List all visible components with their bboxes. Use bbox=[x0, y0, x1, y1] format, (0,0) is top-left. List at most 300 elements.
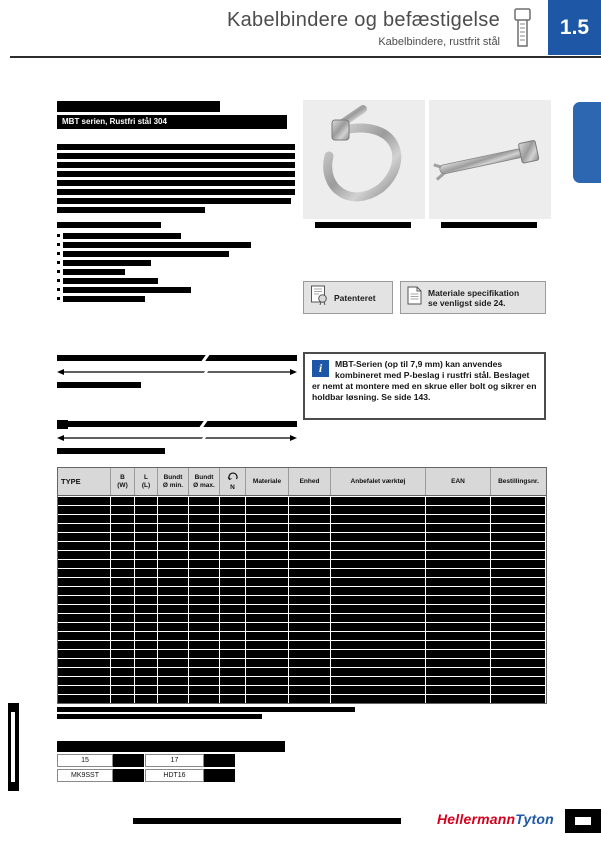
page-number-box bbox=[565, 809, 601, 833]
redacted-cell bbox=[135, 604, 158, 613]
redacted-cell bbox=[246, 559, 289, 568]
redacted-cell bbox=[331, 604, 426, 613]
redacted-cell bbox=[220, 595, 246, 604]
redacted-cell bbox=[189, 613, 220, 622]
redacted-cell bbox=[111, 622, 135, 631]
redacted-cell bbox=[246, 694, 289, 703]
redacted-cell bbox=[220, 568, 246, 577]
redacted-page-number bbox=[575, 817, 591, 825]
redacted-photo-caption bbox=[315, 222, 411, 228]
redacted-cell bbox=[220, 631, 246, 640]
bullet-marker bbox=[57, 297, 60, 300]
redacted-cell bbox=[58, 613, 111, 622]
tool-name-cell: MK9SST bbox=[57, 769, 113, 782]
redacted-cell bbox=[491, 694, 546, 703]
redacted-cell bbox=[158, 496, 189, 505]
redacted-cell bbox=[246, 532, 289, 541]
redacted-cell bbox=[289, 640, 331, 649]
redacted-cell bbox=[289, 613, 331, 622]
redacted-cell bbox=[158, 658, 189, 667]
redacted-cell bbox=[491, 649, 546, 658]
redacted-cell bbox=[220, 685, 246, 694]
redacted-cell bbox=[135, 658, 158, 667]
product-table bbox=[57, 467, 547, 704]
col-bundle-max-line1: Bundt bbox=[194, 473, 214, 481]
section-number-badge bbox=[548, 0, 601, 55]
redacted-cell bbox=[58, 685, 111, 694]
col-width-line1: B bbox=[120, 473, 125, 481]
redacted-cell bbox=[189, 631, 220, 640]
redacted-bullet-text bbox=[63, 287, 191, 293]
redacted-cell bbox=[289, 604, 331, 613]
redacted-cell bbox=[189, 658, 220, 667]
col-length-line2: (L) bbox=[141, 481, 151, 489]
bullet-marker bbox=[57, 243, 60, 246]
redacted-cell bbox=[135, 550, 158, 559]
redacted-cell bbox=[58, 667, 111, 676]
redacted-features-heading bbox=[57, 222, 161, 228]
redacted-cell bbox=[426, 667, 491, 676]
table-row bbox=[58, 604, 546, 613]
redacted-cell bbox=[135, 613, 158, 622]
redacted-cell bbox=[158, 559, 189, 568]
redacted-cell bbox=[331, 514, 426, 523]
col-ean bbox=[426, 468, 491, 495]
vertical-chapter-label bbox=[8, 703, 19, 791]
redacted-cell bbox=[58, 658, 111, 667]
bullet-marker bbox=[57, 279, 60, 282]
redacted-cell bbox=[204, 754, 235, 767]
table-row bbox=[58, 532, 546, 541]
redacted-cell bbox=[58, 649, 111, 658]
redacted-cell bbox=[289, 694, 331, 703]
redacted-cell bbox=[331, 613, 426, 622]
redacted-cell bbox=[158, 532, 189, 541]
redacted-cell bbox=[58, 640, 111, 649]
redacted-cell bbox=[246, 514, 289, 523]
redacted-cell bbox=[246, 586, 289, 595]
redacted-cell bbox=[426, 541, 491, 550]
redacted-cell bbox=[111, 568, 135, 577]
redacted-cell bbox=[491, 586, 546, 595]
redacted-cell bbox=[246, 667, 289, 676]
redacted-cell bbox=[58, 586, 111, 595]
redacted-tools-table-header bbox=[57, 741, 285, 752]
redacted-cell bbox=[158, 568, 189, 577]
redacted-cell bbox=[246, 685, 289, 694]
redacted-cell bbox=[220, 514, 246, 523]
redacted-text-bar bbox=[57, 153, 295, 159]
page-title: Kabelbindere og befæstigelse bbox=[226, 9, 500, 31]
table-row bbox=[58, 523, 546, 532]
tool-value-cell: 15 bbox=[57, 754, 113, 767]
redacted-cell bbox=[289, 568, 331, 577]
table-row bbox=[58, 559, 546, 568]
redacted-cell bbox=[331, 523, 426, 532]
redacted-cell bbox=[158, 595, 189, 604]
redacted-cell bbox=[111, 559, 135, 568]
redacted-cell bbox=[426, 505, 491, 514]
col-recommended-tool-label: Anbefalet værktøj bbox=[350, 477, 406, 485]
brand-logo bbox=[437, 811, 554, 827]
redacted-cell bbox=[491, 577, 546, 586]
col-material bbox=[246, 468, 289, 495]
table-row bbox=[58, 640, 546, 649]
redacted-cell bbox=[289, 514, 331, 523]
redacted-cell bbox=[58, 550, 111, 559]
redacted-cell bbox=[426, 622, 491, 631]
col-bundle-max-line2: Ø max. bbox=[193, 481, 215, 489]
material-spec-line1: Materiale specifikation bbox=[428, 287, 520, 298]
redacted-cell bbox=[58, 631, 111, 640]
redacted-cell bbox=[58, 694, 111, 703]
redacted-cell bbox=[220, 658, 246, 667]
redacted-cell bbox=[289, 577, 331, 586]
col-order-number bbox=[491, 468, 546, 495]
redacted-cell bbox=[491, 559, 546, 568]
redacted-cell bbox=[426, 658, 491, 667]
col-loop-strength-unit: N bbox=[230, 484, 235, 491]
redacted-footer-text bbox=[133, 818, 401, 824]
col-bundle-min bbox=[158, 468, 189, 495]
col-unit bbox=[289, 468, 331, 495]
redacted-cell bbox=[58, 496, 111, 505]
redacted-cell bbox=[111, 541, 135, 550]
col-loop-strength bbox=[220, 468, 246, 495]
redacted-cell bbox=[158, 505, 189, 514]
redacted-cell bbox=[189, 595, 220, 604]
product-photo-straight-tie bbox=[429, 100, 551, 219]
redacted-cell bbox=[491, 658, 546, 667]
redacted-cell bbox=[246, 622, 289, 631]
redacted-cell bbox=[426, 640, 491, 649]
redacted-cell bbox=[111, 595, 135, 604]
redacted-cell bbox=[189, 505, 220, 514]
redacted-cell bbox=[491, 640, 546, 649]
redacted-cell bbox=[246, 649, 289, 658]
redacted-cell bbox=[204, 769, 235, 782]
redacted-cell bbox=[220, 667, 246, 676]
redacted-cell bbox=[331, 577, 426, 586]
redacted-cell bbox=[491, 622, 546, 631]
table-row bbox=[58, 496, 546, 505]
redacted-cell bbox=[189, 649, 220, 658]
redacted-cell bbox=[158, 649, 189, 658]
redacted-cell bbox=[426, 550, 491, 559]
redacted-cell bbox=[135, 649, 158, 658]
redacted-cell bbox=[426, 685, 491, 694]
table-row bbox=[58, 514, 546, 523]
redacted-text-bar bbox=[57, 180, 295, 186]
redacted-cell bbox=[189, 667, 220, 676]
redacted-cell bbox=[246, 658, 289, 667]
redacted-cell bbox=[331, 640, 426, 649]
redacted-cell bbox=[289, 532, 331, 541]
series-title-bar: MBT serien, Rustfri stål 304 bbox=[57, 115, 287, 129]
redacted-text-bar bbox=[57, 162, 295, 168]
redacted-cell bbox=[289, 631, 331, 640]
redacted-text-bar bbox=[57, 171, 295, 177]
redacted-cell bbox=[331, 550, 426, 559]
redacted-cell bbox=[135, 577, 158, 586]
redacted-cell bbox=[158, 667, 189, 676]
redacted-vertical-text bbox=[11, 712, 15, 782]
redacted-cell bbox=[331, 667, 426, 676]
table-row bbox=[58, 658, 546, 667]
redacted-cell bbox=[289, 595, 331, 604]
redacted-cell bbox=[189, 694, 220, 703]
redacted-cell bbox=[111, 613, 135, 622]
redacted-cell bbox=[158, 613, 189, 622]
redacted-bullet-text bbox=[63, 251, 229, 257]
brand-logo-part1: Hellermann bbox=[437, 811, 516, 827]
redacted-text-bar bbox=[57, 198, 291, 204]
col-length-line1: L bbox=[144, 473, 148, 481]
redacted-cell bbox=[135, 514, 158, 523]
redacted-cell bbox=[331, 658, 426, 667]
redacted-cell bbox=[289, 586, 331, 595]
redacted-cell bbox=[426, 559, 491, 568]
redacted-cell bbox=[189, 685, 220, 694]
brand-logo-part2: Tyton bbox=[515, 811, 554, 827]
redacted-cell bbox=[158, 523, 189, 532]
redacted-cell bbox=[426, 604, 491, 613]
redacted-cell bbox=[331, 541, 426, 550]
redacted-text-bar bbox=[57, 189, 295, 195]
redacted-cell bbox=[58, 676, 111, 685]
redacted-cell bbox=[111, 505, 135, 514]
redacted-cell bbox=[426, 568, 491, 577]
redacted-cell bbox=[331, 676, 426, 685]
redacted-cell bbox=[246, 595, 289, 604]
redacted-cell bbox=[135, 595, 158, 604]
redacted-cell bbox=[113, 754, 144, 767]
redacted-cell bbox=[189, 676, 220, 685]
redacted-cell bbox=[158, 514, 189, 523]
col-type bbox=[58, 468, 111, 495]
table-body bbox=[58, 496, 546, 703]
redacted-cell bbox=[426, 496, 491, 505]
redacted-cell bbox=[220, 613, 246, 622]
info-box bbox=[303, 352, 546, 420]
redacted-cell bbox=[289, 505, 331, 514]
col-width bbox=[111, 468, 135, 495]
redacted-cell bbox=[158, 631, 189, 640]
header-divider bbox=[10, 56, 601, 58]
info-box-text: MBT-Serien (op til 7,9 mm) kan anvendes kombineret med P-beslag i rustfri stål. Beslaget er nemt at montere med en skrue eller bolt og sikrer en holdbar løsning. Se side 143. bbox=[312, 359, 537, 402]
redacted-cell bbox=[189, 586, 220, 595]
redacted-cell bbox=[426, 514, 491, 523]
redacted-cell bbox=[111, 586, 135, 595]
bullet-marker bbox=[57, 261, 60, 264]
redacted-cell bbox=[189, 577, 220, 586]
redacted-cell bbox=[135, 631, 158, 640]
redacted-cell bbox=[135, 586, 158, 595]
redacted-cell bbox=[331, 586, 426, 595]
redacted-cell bbox=[426, 532, 491, 541]
redacted-photo-caption bbox=[441, 222, 537, 228]
redacted-cell bbox=[189, 568, 220, 577]
redacted-cell bbox=[220, 604, 246, 613]
certificate-seal-icon bbox=[310, 285, 328, 310]
redacted-cell bbox=[189, 541, 220, 550]
redacted-cell bbox=[426, 613, 491, 622]
redacted-bullet-text bbox=[63, 278, 158, 284]
col-bundle-max bbox=[189, 468, 220, 495]
tool-name-cell: HDT16 bbox=[145, 769, 204, 782]
redacted-bullet-text bbox=[63, 296, 145, 302]
redacted-cell bbox=[220, 541, 246, 550]
redacted-cell bbox=[246, 496, 289, 505]
redacted-footnote bbox=[57, 714, 262, 719]
redacted-cell bbox=[135, 640, 158, 649]
redacted-cell bbox=[289, 676, 331, 685]
table-row bbox=[58, 622, 546, 631]
material-spec-label bbox=[428, 288, 519, 308]
redacted-cell bbox=[135, 559, 158, 568]
redacted-cell bbox=[246, 640, 289, 649]
redacted-cell bbox=[58, 559, 111, 568]
redacted-cell bbox=[289, 658, 331, 667]
redacted-cell bbox=[491, 550, 546, 559]
redacted-bullet-text bbox=[63, 242, 251, 248]
redacted-cell bbox=[111, 532, 135, 541]
patent-badge bbox=[303, 281, 393, 314]
redacted-text-bar bbox=[57, 207, 205, 213]
redacted-cell bbox=[111, 550, 135, 559]
redacted-cell bbox=[491, 685, 546, 694]
col-width-line2: (W) bbox=[117, 481, 128, 489]
redacted-cell bbox=[158, 550, 189, 559]
table-row bbox=[58, 613, 546, 622]
redacted-cell bbox=[491, 496, 546, 505]
redacted-cell bbox=[246, 568, 289, 577]
redacted-cell bbox=[289, 649, 331, 658]
redacted-cell bbox=[189, 640, 220, 649]
redacted-cell bbox=[220, 505, 246, 514]
redacted-cell bbox=[246, 613, 289, 622]
bullet-marker bbox=[57, 270, 60, 273]
redacted-cell bbox=[135, 694, 158, 703]
redacted-cell bbox=[135, 667, 158, 676]
redacted-cell bbox=[491, 631, 546, 640]
redacted-cell bbox=[135, 496, 158, 505]
redacted-cell bbox=[426, 694, 491, 703]
redacted-cell bbox=[58, 541, 111, 550]
redacted-cell bbox=[158, 685, 189, 694]
redacted-cell bbox=[246, 604, 289, 613]
table-row bbox=[58, 676, 546, 685]
redacted-cell bbox=[58, 532, 111, 541]
redacted-cell bbox=[158, 676, 189, 685]
redacted-cell bbox=[189, 496, 220, 505]
redacted-cell bbox=[220, 550, 246, 559]
redacted-cell bbox=[158, 541, 189, 550]
redacted-cell bbox=[111, 523, 135, 532]
redacted-cell bbox=[220, 496, 246, 505]
redacted-cell bbox=[331, 532, 426, 541]
redacted-cell bbox=[220, 649, 246, 658]
redacted-cell bbox=[58, 577, 111, 586]
info-icon: i bbox=[312, 360, 329, 377]
col-type-label: TYPE bbox=[61, 476, 81, 486]
redacted-cell bbox=[246, 676, 289, 685]
redacted-cell bbox=[58, 514, 111, 523]
redacted-diagram-caption bbox=[57, 448, 165, 454]
redacted-cell bbox=[158, 604, 189, 613]
redacted-bullet-text bbox=[63, 233, 181, 239]
redacted-cell bbox=[135, 568, 158, 577]
redacted-cell bbox=[289, 496, 331, 505]
redacted-cell bbox=[220, 532, 246, 541]
tie-dimension-diagram-1 bbox=[57, 354, 297, 378]
section-number: 1.5 bbox=[559, 15, 590, 39]
redacted-cell bbox=[246, 577, 289, 586]
redacted-cell bbox=[426, 649, 491, 658]
col-unit-label: Enhed bbox=[299, 477, 320, 485]
redacted-cell bbox=[331, 694, 426, 703]
redacted-cell bbox=[491, 667, 546, 676]
bullet-marker bbox=[57, 234, 60, 237]
redacted-cell bbox=[426, 631, 491, 640]
redacted-cell bbox=[158, 622, 189, 631]
redacted-cell bbox=[158, 640, 189, 649]
redacted-cell bbox=[331, 496, 426, 505]
table-row bbox=[58, 631, 546, 640]
redacted-section-heading bbox=[57, 101, 220, 112]
redacted-cell bbox=[58, 505, 111, 514]
redacted-cell bbox=[189, 514, 220, 523]
redacted-cell bbox=[135, 505, 158, 514]
redacted-cell bbox=[491, 568, 546, 577]
redacted-cell bbox=[426, 586, 491, 595]
table-row bbox=[58, 667, 546, 676]
redacted-cell bbox=[135, 685, 158, 694]
table-row bbox=[58, 541, 546, 550]
col-bundle-min-line1: Bundt bbox=[163, 473, 183, 481]
redacted-diagram-caption bbox=[57, 382, 141, 388]
page-subtitle: Kabelbindere, rustfrit stål bbox=[378, 36, 500, 48]
col-bundle-min-line2: Ø min. bbox=[162, 481, 184, 489]
redacted-cell bbox=[491, 613, 546, 622]
redacted-cell bbox=[289, 550, 331, 559]
patent-badge-label: Patenteret bbox=[334, 292, 376, 303]
redacted-cell bbox=[220, 622, 246, 631]
redacted-cell bbox=[246, 523, 289, 532]
redacted-cell bbox=[111, 496, 135, 505]
table-header-row bbox=[58, 468, 546, 496]
redacted-cell bbox=[111, 649, 135, 658]
redacted-cell bbox=[58, 523, 111, 532]
chapter-side-tab bbox=[573, 102, 601, 183]
redacted-cell bbox=[246, 550, 289, 559]
redacted-cell bbox=[220, 577, 246, 586]
redacted-cell bbox=[111, 604, 135, 613]
material-spec-line2: se venligst side 24. bbox=[428, 297, 506, 308]
redacted-cell bbox=[189, 604, 220, 613]
redacted-cell bbox=[331, 568, 426, 577]
redacted-bullet-text bbox=[63, 269, 125, 275]
redacted-cell bbox=[111, 577, 135, 586]
redacted-cell bbox=[158, 577, 189, 586]
redacted-cell bbox=[58, 622, 111, 631]
redacted-cell bbox=[58, 604, 111, 613]
redacted-cell bbox=[135, 523, 158, 532]
redacted-cell bbox=[220, 676, 246, 685]
redacted-cell bbox=[58, 595, 111, 604]
table-row bbox=[58, 694, 546, 703]
redacted-cell bbox=[289, 622, 331, 631]
